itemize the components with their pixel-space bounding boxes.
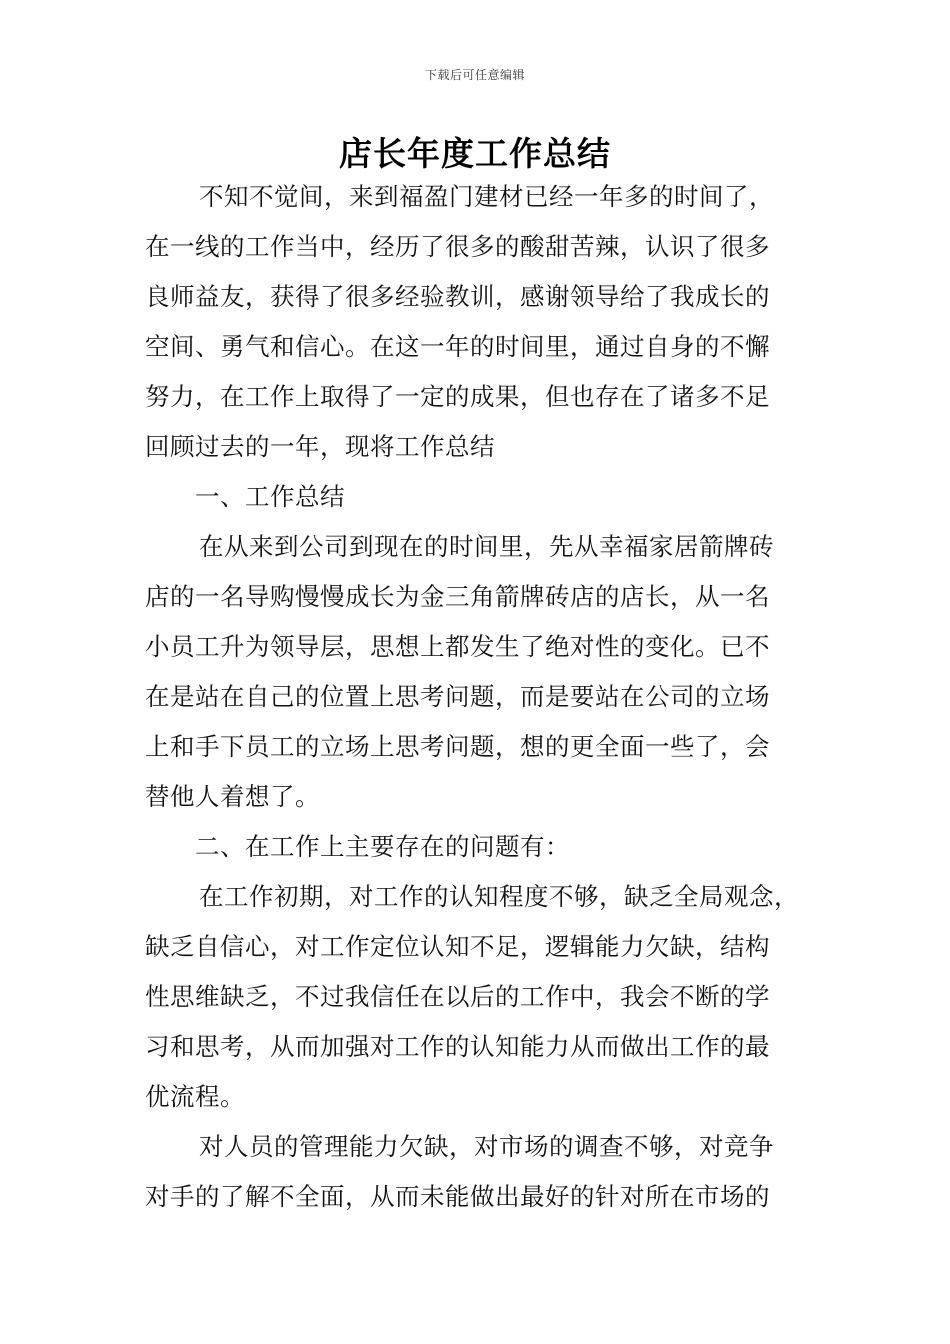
document-title: 店长年度工作总结 bbox=[339, 134, 611, 173]
text-line: 努力，在工作上取得了一定的成果，但也存在了诸多不足 bbox=[145, 382, 770, 411]
text-line: 替他人着想了。 bbox=[145, 782, 320, 811]
text-line: 小员工升为领导层，思想上都发生了绝对性的变化。已不 bbox=[145, 632, 770, 661]
text-line: 性思维缺乏，不过我信任在以后的工作中，我会不断的学 bbox=[145, 982, 770, 1011]
text-line: 在是站在自己的位置上思考问题，而是要站在公司的立场 bbox=[145, 682, 770, 711]
document-body bbox=[145, 172, 825, 1222]
header-note: 下载后可任意编辑 bbox=[424, 68, 525, 82]
text-line: 习和思考，从而加强对工作的认知能力从而做出工作的最 bbox=[145, 1032, 770, 1061]
text-line: 空间、勇气和信心。在这一年的时间里，通过自身的不懈 bbox=[145, 332, 770, 361]
text-line: 在一线的工作当中，经历了很多的酸甜苦辣，认识了很多 bbox=[145, 232, 770, 261]
text-line: 店的一名导购慢慢成长为金三角箭牌砖店的店长，从一名 bbox=[145, 582, 770, 611]
section-heading: 一、工作总结 bbox=[195, 482, 345, 511]
text-line: 回顾过去的一年，现将工作总结 bbox=[145, 432, 495, 461]
text-line: 在从来到公司到现在的时间里，先从幸福家居箭牌砖 bbox=[199, 532, 774, 561]
section-heading: 二、在工作上主要存在的问题有： bbox=[195, 832, 570, 861]
text-line: 良师益友，获得了很多经验教训，感谢领导给了我成长的 bbox=[145, 282, 770, 311]
text-line: 在工作初期，对工作的认知程度不够，缺乏全局观念， bbox=[199, 882, 799, 911]
text-line: 缺乏自信心，对工作定位认知不足，逻辑能力欠缺，结构 bbox=[145, 932, 770, 961]
text-line: 上和手下员工的立场上思考问题，想的更全面一些了，会 bbox=[145, 732, 770, 761]
text-line: 不知不觉间，来到福盈门建材已经一年多的时间了， bbox=[199, 182, 774, 211]
text-line: 对人员的管理能力欠缺，对市场的调查不够，对竞争 bbox=[199, 1132, 774, 1161]
text-line: 对手的了解不全面，从而未能做出最好的针对所在市场的 bbox=[145, 1182, 770, 1211]
text-line: 优流程。 bbox=[145, 1082, 245, 1111]
